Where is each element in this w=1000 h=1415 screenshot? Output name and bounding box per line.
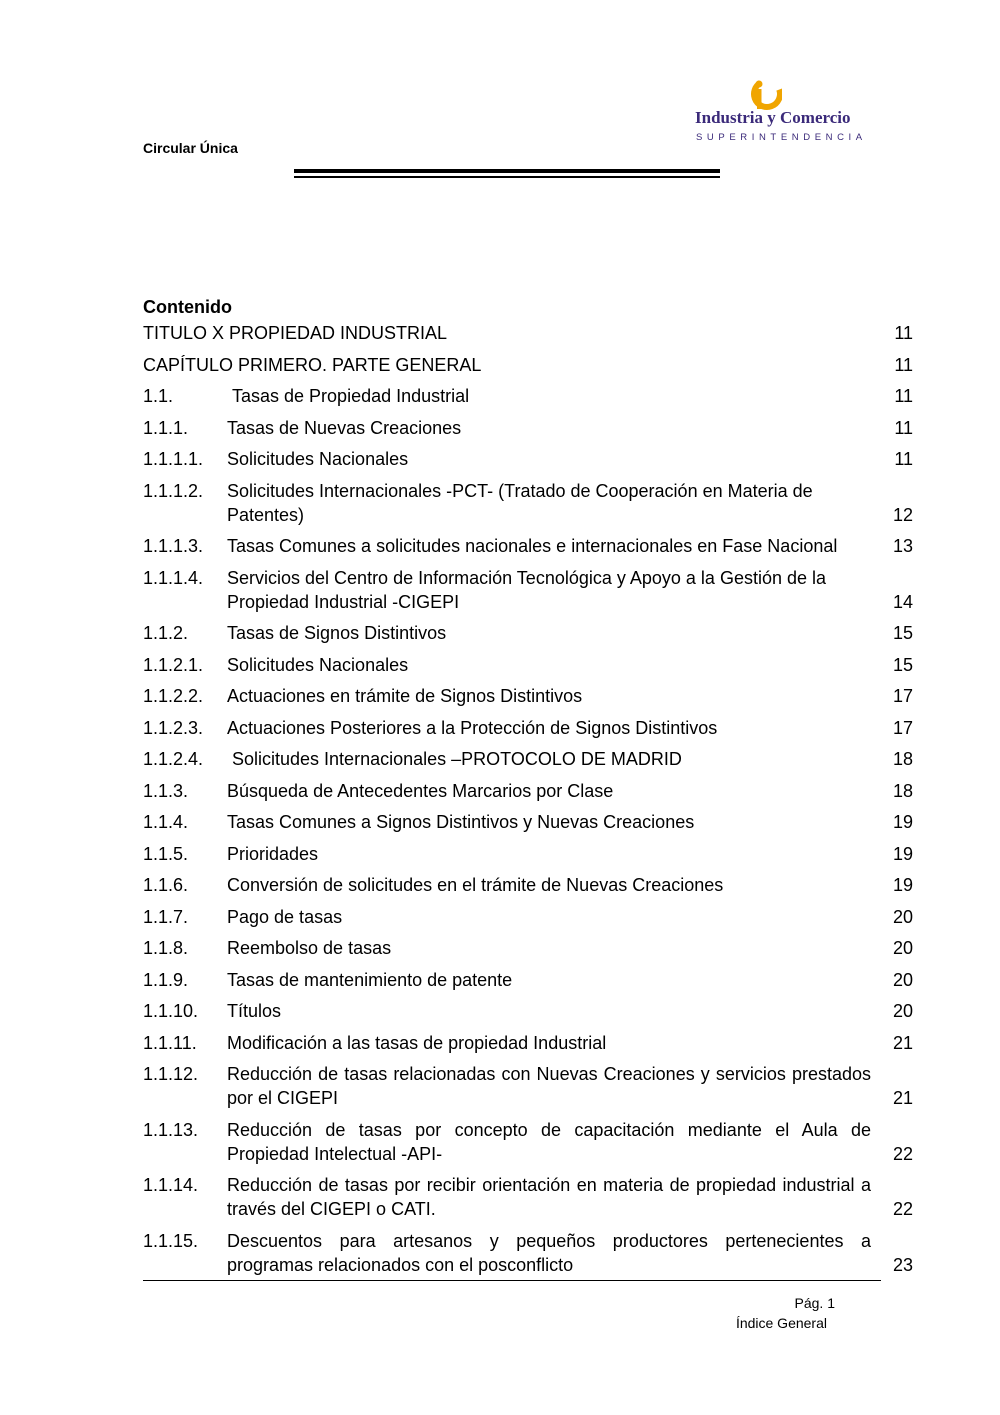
toc-entry-title: Actuaciones Posteriores a la Protección de Signos Distintivos xyxy=(227,717,718,738)
footer-rule xyxy=(143,1280,881,1281)
contents-heading: Contenido xyxy=(143,297,232,317)
logo-subtitle: SUPERINTENDENCIA xyxy=(696,132,867,143)
toc-entry-page: 18 xyxy=(892,780,913,801)
toc-entry[interactable] xyxy=(143,566,913,614)
toc-entry-page: 18 xyxy=(892,749,913,769)
toc-entry-number: 1.1.1.1. xyxy=(143,449,204,469)
toc-entry-title: Tasas Comunes a solicitudes nacionales e internacionales en Fase Nacional xyxy=(227,536,838,556)
toc-entry[interactable] xyxy=(143,905,913,929)
toc-entry-title: Reducción de tasas relacionadas con Nuevas Creaciones y servicios prestados por el CIGEPI xyxy=(227,1064,871,1108)
toc-entry[interactable] xyxy=(143,384,913,408)
toc-entry-page: 22 xyxy=(892,1199,913,1219)
toc-entry[interactable] xyxy=(143,968,913,992)
toc-entry-page: 23 xyxy=(892,1254,913,1275)
toc-entry-title: Búsqueda de Antecedentes Marcarios por Clase xyxy=(227,780,614,801)
toc-entry-page: 22 xyxy=(892,1143,913,1164)
toc-entry-number: 1.1.14. xyxy=(143,1175,199,1195)
footer-page-number: Pág. 1 xyxy=(794,1295,835,1311)
toc-entry-number: 1.1.1.3. xyxy=(143,536,204,556)
footer-section-label: Índice General xyxy=(735,1315,827,1331)
toc-entry[interactable] xyxy=(143,534,913,558)
toc-entry-page: 20 xyxy=(892,1001,913,1021)
toc-entry[interactable] xyxy=(143,447,913,471)
header-double-rule-bottom xyxy=(294,176,720,178)
document-header-title: Circular Única xyxy=(143,140,238,156)
toc-entry-title: Tasas de Signos Distintivos xyxy=(227,623,447,643)
toc-entry-page: 17 xyxy=(892,717,913,738)
toc-entry[interactable] xyxy=(143,1031,913,1055)
toc-entry-page: 15 xyxy=(892,654,913,675)
toc-entry[interactable] xyxy=(143,842,913,866)
toc-entry-page: 19 xyxy=(892,812,913,832)
toc-entry-number: 1.1. xyxy=(143,386,174,406)
toc-entry-page: 21 xyxy=(892,1088,913,1108)
toc-entry-title: Reducción de tasas por concepto de capacitación mediante el Aula de Propiedad Intelectual -API- xyxy=(227,1119,871,1164)
toc-entry[interactable] xyxy=(143,936,913,960)
toc-entry-page: 11 xyxy=(894,449,913,469)
toc-entry-page: 12 xyxy=(892,504,913,525)
toc-entry-title: Reembolso de tasas xyxy=(227,938,392,958)
toc-entry-title: Tasas de Nuevas Creaciones xyxy=(227,417,462,438)
logo-name: Industria y Comercio xyxy=(695,108,851,127)
toc-entry-number: 1.1.15. xyxy=(143,1230,199,1251)
toc-entry[interactable] xyxy=(143,653,913,677)
toc-entry-title: Servicios del Centro de Información Tecnológica y Apoyo a la Gestión de la Propiedad Industrial -CIGEPI xyxy=(227,567,827,612)
toc-entry-page: 17 xyxy=(892,686,913,706)
toc-entry[interactable] xyxy=(143,999,913,1023)
toc-entry-number: 1.1.1. xyxy=(143,417,189,438)
toc-entry-number: 1.1.12. xyxy=(143,1064,199,1084)
toc-entry-page: 11 xyxy=(894,417,913,438)
toc-entry-title: Tasas Comunes a Signos Distintivos y Nuevas Creaciones xyxy=(227,812,695,832)
toc-entry[interactable] xyxy=(143,353,913,377)
superintendencia-logo xyxy=(690,78,867,148)
toc-entry-title: Tasas de mantenimiento de patente xyxy=(227,969,513,990)
toc-entry-number: 1.1.6. xyxy=(143,875,189,895)
toc-entry-number: 1.1.5. xyxy=(143,843,189,864)
toc-entry-title: Pago de tasas xyxy=(227,906,343,927)
toc-entry[interactable] xyxy=(143,779,913,803)
toc-entry-page: 14 xyxy=(892,591,913,612)
toc-entry-number: 1.1.13. xyxy=(143,1119,199,1140)
header-double-rule-top xyxy=(294,169,720,173)
toc-entry-title: Modificación a las tasas de propiedad Industrial xyxy=(227,1032,607,1053)
toc-entry[interactable] xyxy=(143,747,913,771)
toc-entry-title: Descuentos para artesanos y pequeños productores pertenecientes a programas relacionados con el posconflicto xyxy=(227,1230,871,1275)
toc-entry-page: 11 xyxy=(894,386,913,406)
toc-entry-page: 15 xyxy=(892,623,913,643)
toc-entry-title: Prioridades xyxy=(227,843,319,864)
logo-ic-mark-icon xyxy=(748,78,782,112)
toc-entry-number: 1.1.2. xyxy=(143,623,189,643)
toc-entry-title: Títulos xyxy=(227,1001,282,1021)
toc-entry-title: Solicitudes Nacionales xyxy=(227,449,409,469)
toc-entry[interactable] xyxy=(143,716,913,740)
toc-entry-page: 19 xyxy=(892,875,913,895)
toc-entry-page: 20 xyxy=(892,906,913,927)
toc-entry-title: Reducción de tasas por recibir orientación en materia de propiedad industrial a través del CIGEPI o CATI. xyxy=(227,1175,871,1219)
toc-entry-page: 21 xyxy=(892,1032,913,1053)
toc-entry-number: 1.1.9. xyxy=(143,969,189,990)
toc-entry[interactable] xyxy=(143,810,913,834)
toc-entry-title: CAPÍTULO PRIMERO. PARTE GENERAL xyxy=(143,354,482,375)
toc-entry-number: 1.1.7. xyxy=(143,906,189,927)
toc-entry-page: 20 xyxy=(892,969,913,990)
toc-entry[interactable] xyxy=(143,479,913,527)
table-of-contents xyxy=(143,321,913,1277)
toc-entry-page: 13 xyxy=(892,536,913,556)
toc-entry-number: 1.1.2.4. xyxy=(143,749,204,769)
toc-entry-page: 11 xyxy=(894,323,913,343)
toc-entry-number: 1.1.2.2. xyxy=(143,686,204,706)
toc-entry-number: 1.1.3. xyxy=(143,780,189,801)
toc-entry[interactable] xyxy=(143,321,913,345)
toc-entry-number: 1.1.1.2. xyxy=(143,480,204,501)
toc-entry[interactable] xyxy=(143,873,913,897)
toc-entry-title: Conversión de solicitudes en el trámite de Nuevas Creaciones xyxy=(227,875,724,895)
toc-entry-title: TITULO X PROPIEDAD INDUSTRIAL xyxy=(143,323,448,343)
toc-entry-number: 1.1.1.4. xyxy=(143,567,204,588)
toc-entry-page: 20 xyxy=(892,938,913,958)
toc-entry[interactable] xyxy=(143,1118,913,1166)
toc-entry-title: Actuaciones en trámite de Signos Distintivos xyxy=(227,686,583,706)
toc-entry-number: 1.1.8. xyxy=(143,938,189,958)
toc-entry[interactable] xyxy=(143,1173,913,1221)
toc-entry-number: 1.1.4. xyxy=(143,812,189,832)
toc-entry-number: 1.1.10. xyxy=(143,1001,199,1021)
toc-entry-title: Solicitudes Internacionales –PROTOCOLO DE MADRID xyxy=(232,749,682,769)
toc-entry-page: 11 xyxy=(894,354,913,375)
toc-entry[interactable] xyxy=(143,621,913,645)
toc-entry-title: Tasas de Propiedad Industrial xyxy=(232,386,470,406)
toc-entry-number: 1.1.2.1. xyxy=(143,654,204,675)
toc-entry[interactable] xyxy=(143,684,913,708)
toc-entry[interactable] xyxy=(143,1229,913,1277)
toc-entry-number: 1.1.11. xyxy=(143,1032,197,1053)
toc-entry-page: 19 xyxy=(892,843,913,864)
toc-entry-title: Solicitudes Internacionales -PCT- (Tratado de Cooperación en Materia de Patentes) xyxy=(227,480,813,525)
toc-entry-number: 1.1.2.3. xyxy=(143,717,204,738)
toc-entry-title: Solicitudes Nacionales xyxy=(227,654,409,675)
toc-entry[interactable] xyxy=(143,1062,913,1110)
toc-entry[interactable] xyxy=(143,416,913,440)
